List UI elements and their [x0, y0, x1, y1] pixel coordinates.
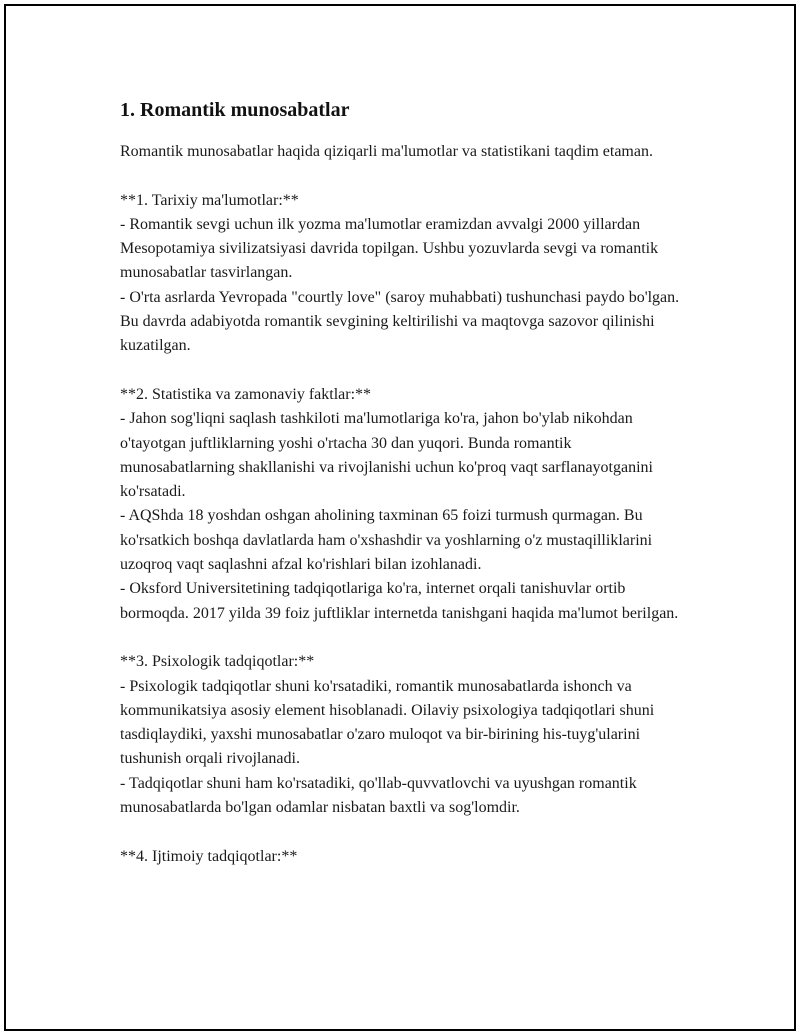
section-item: - Oksford Universitetining tadqiqotlariga ko'ra, internet orqali tanishuvlar ortib bormoqda. 2017 yilda 39 foiz juftliklar internetda tanishgani haqida ma'lumot berilgan.: [120, 580, 679, 622]
section-item: - Psixologik tadqiqotlar shuni ko'rsatadiki, romantik munosabatlarda ishonch va kommunikatsiya asosiy element hisoblanadi. Oilaviy psixologiya tadqiqotlari shuni tasdiqlaydiki, yaxshi munosabatlar o'zaro muloqot va bir-birining his-tuyg'ularini tushunish orqali rivojlanadi.: [120, 677, 655, 768]
paragraph-gap: [120, 626, 690, 650]
document-page: [4, 4, 796, 1031]
document-body: [120, 98, 690, 869]
section-3: [120, 650, 690, 820]
section-heading: **2. Statistika va zamonaviy faktlar:**: [120, 385, 372, 403]
section-heading: **3. Psixologik tadqiqotlar:**: [120, 653, 315, 671]
section-1: [120, 189, 690, 359]
section-item: - Tadqiqotlar shuni ham ko'rsatadiki, qo'llab-quvvatlovchi va uyushgan romantik munosabatlarda bo'lgan odamlar nisbatan baxtli va sog'lomdir.: [120, 774, 637, 817]
paragraph-gap: [120, 359, 690, 383]
section-2: [120, 383, 690, 626]
intro-paragraph: Romantik munosabatlar haqida qiziqarli ma'lumotlar va statistikani taqdim etaman.: [120, 143, 653, 160]
section-heading: **4. Ijtimoiy tadqiqotlar:**: [120, 847, 298, 865]
section-item: - Jahon sog'liqni saqlash tashkiloti ma'lumotlariga ko'ra, jahon bo'ylab nikohdan o'tayotgan juftliklarning yoshi o'rtacha 30 dan yuqori. Bunda romantik munosabatlarning shakllanishi va rivojlanishi uchun ko'proq vaqt sarflanayotganini ko'rsatadi.: [120, 410, 653, 501]
section-item: - AQShda 18 yoshdan oshgan aholining taxminan 65 foizi turmush qurmagan. Bu ko'rsatkich boshqa davlatlarda ham o'xshashdir va yoshlarning o'z mustaqilliklarini uzoqroq vaqt saqlashni afzal ko'rishlari bilan izohlanadi.: [120, 507, 653, 574]
section-item: - Romantik sevgi uchun ilk yozma ma'lumotlar eramizdan avvalgi 2000 yillardan Mesopotamiya sivilizatsiyasi davrida topilgan. Ushbu yozuvlarda sevgi va romantik munosabatlar tasvirlangan.: [120, 215, 659, 282]
section-item: - O'rta asrlarda Yevropada "courtly love" (saroy muhabbati) tushunchasi paydo bo'lgan. Bu davrda adabiyotda romantik sevgining keltirilishi va maqtovga sazovor qilinishi kuzatilgan.: [120, 288, 680, 355]
paragraph-gap: [120, 820, 690, 844]
section-4: [120, 845, 690, 869]
document-title: 1. Romantik munosabatlar: [120, 99, 350, 121]
paragraph-gap: [120, 164, 690, 188]
section-heading: **1. Tarixiy ma'lumotlar:**: [120, 191, 299, 209]
